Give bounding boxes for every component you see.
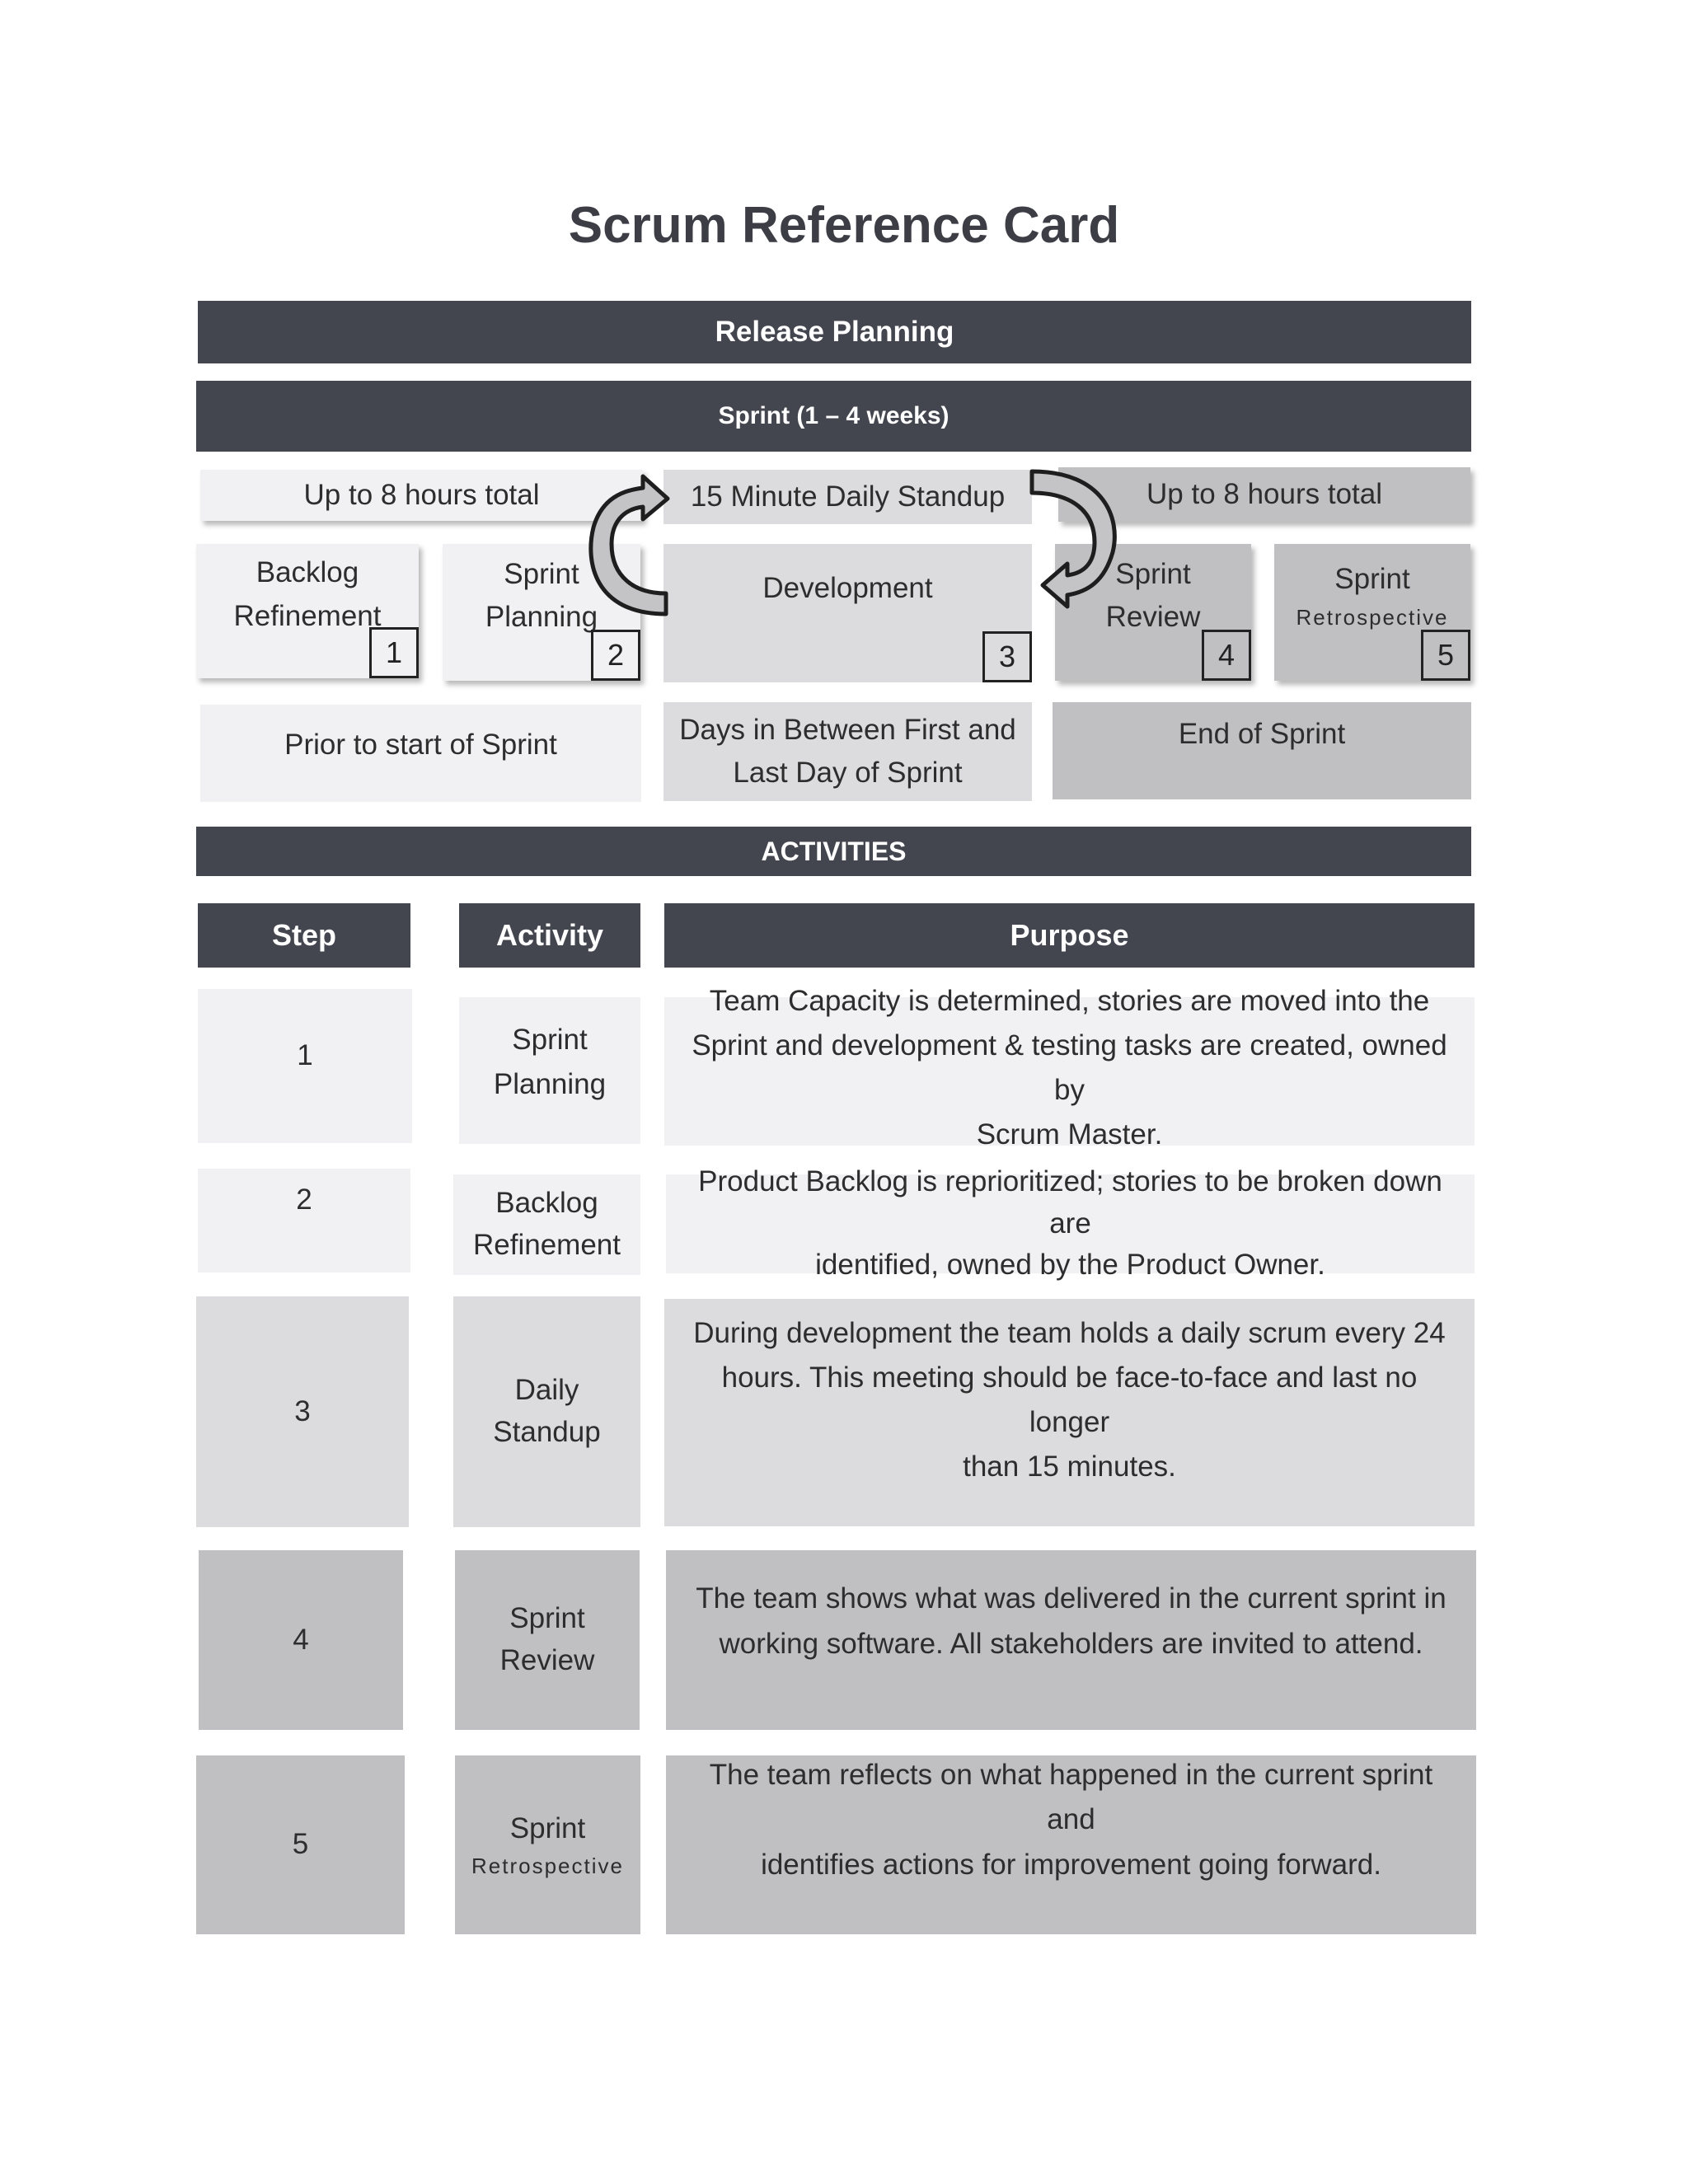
table-row-purpose: [666, 1755, 1476, 1934]
table-row-step: [198, 989, 412, 1143]
table-row-step: [196, 1755, 405, 1934]
purpose-line2: identifies actions for improvement going forward.: [761, 1848, 1381, 1881]
stage-number-badge: 3: [982, 631, 1032, 682]
when-end-label: End of Sprint: [1178, 717, 1346, 750]
purpose-line2: working software. All stakeholders are invited to attend.: [719, 1627, 1423, 1660]
stage-number-badge: 4: [1202, 630, 1251, 681]
column-header-label: Purpose: [1010, 918, 1129, 952]
activity-line2: Review: [499, 1644, 595, 1676]
purpose-line1: During development the team holds a daily scrum every 24: [693, 1316, 1446, 1349]
stage-label-line1: Sprint: [1115, 557, 1191, 590]
column-header-activity: [459, 903, 640, 968]
step-number: 3: [294, 1394, 311, 1427]
activities-heading: ACTIVITIES: [761, 836, 907, 866]
column-header-purpose: [664, 903, 1475, 968]
stage-number-badge: 5: [1421, 630, 1470, 681]
stage-label-line1: Backlog: [256, 556, 359, 588]
purpose-line2: identified, owned by the Product Owner.: [815, 1249, 1325, 1282]
release-planning-label: Release Planning: [715, 316, 954, 348]
stage-label-line2: Refinement: [233, 599, 382, 632]
stage-label-line1: Sprint: [1334, 563, 1410, 596]
curved-arrow-right-icon: [1022, 462, 1129, 626]
when-end-sprint: [1053, 702, 1471, 799]
table-row-step: [199, 1550, 403, 1730]
stage-label-line2: Retrospective: [1296, 604, 1449, 630]
when-during-line2: Last Day of Sprint: [733, 757, 963, 789]
page-title: Scrum Reference Card: [568, 197, 1120, 254]
table-row-step: [198, 1169, 410, 1272]
table-row-purpose: [664, 984, 1475, 1151]
activities-heading-bar: [196, 827, 1471, 876]
when-before-sprint: [200, 705, 641, 802]
when-during-line1: Days in Between First and: [679, 713, 1016, 746]
standup-duration-label: 15 Minute Daily Standup: [690, 480, 1006, 513]
when-before-label: Prior to start of Sprint: [284, 728, 557, 761]
purpose-line2: hours. This meeting should be face-to-face and last no longer: [721, 1361, 1418, 1438]
table-row-step: [196, 1296, 409, 1527]
column-header-step: [198, 903, 410, 968]
step-number: 2: [296, 1183, 312, 1216]
activity-line1: Daily: [514, 1374, 579, 1407]
activity-line1: Sprint: [509, 1602, 585, 1635]
step-number: 5: [292, 1828, 309, 1861]
after-hours-label: Up to 8 hours total: [1146, 477, 1382, 510]
activity-line1: Backlog: [495, 1187, 598, 1220]
column-header-label: Step: [271, 918, 336, 952]
table-row-activity: [453, 1296, 640, 1527]
sprint-label: Sprint (1 – 4 weeks): [718, 402, 950, 429]
purpose-line3: than 15 minutes.: [963, 1451, 1176, 1483]
stage-label-line1: Development: [762, 571, 933, 604]
table-row-activity: [455, 1755, 640, 1934]
activity-line2: Planning: [493, 1068, 607, 1100]
purpose-line1: Team Capacity is determined, stories are moved into the: [709, 984, 1430, 1017]
when-during-sprint: [663, 702, 1032, 801]
sprint-bar: [196, 381, 1471, 452]
activity-line1: Sprint: [512, 1023, 588, 1056]
purpose-line1: Product Backlog is reprioritized; stories to be broken down are: [698, 1165, 1442, 1240]
stage-label-line2: Planning: [485, 601, 598, 633]
table-row-purpose: [664, 1299, 1475, 1526]
standup-duration-box: [663, 470, 1032, 524]
table-row-activity: [459, 997, 640, 1144]
activity-line2: Standup: [493, 1416, 601, 1448]
stage-backlog-refinement: [196, 544, 419, 678]
purpose-line1: The team reflects on what happened in the current sprint and: [709, 1759, 1433, 1836]
table-row-activity: [453, 1174, 640, 1275]
stage-development: [663, 544, 1032, 682]
column-header-label: Activity: [495, 918, 604, 952]
stage-number-badge: 1: [369, 627, 419, 678]
table-row-activity: [455, 1550, 640, 1730]
table-row-purpose: [666, 1550, 1476, 1730]
stage-label-line1: Sprint: [504, 557, 579, 590]
table-row-purpose: [666, 1165, 1475, 1282]
step-number: 4: [293, 1623, 309, 1656]
stage-sprint-retrospective: [1274, 544, 1470, 681]
purpose-line3: Scrum Master.: [976, 1118, 1163, 1151]
stage-number-badge: 2: [591, 630, 640, 681]
purpose-line2: Sprint and development & testing tasks are created, owned by: [692, 1029, 1447, 1106]
activity-line2: Retrospective: [471, 1854, 624, 1879]
purpose-line1: The team shows what was delivered in the current sprint in: [696, 1582, 1447, 1615]
step-number: 1: [297, 1038, 313, 1071]
activity-line1: Sprint: [509, 1811, 586, 1844]
curved-arrow-left-icon: [577, 462, 684, 626]
activity-line2: Refinement: [473, 1229, 621, 1261]
before-hours-label: Up to 8 hours total: [303, 478, 540, 511]
stage-label-line2: Review: [1105, 601, 1201, 633]
release-planning-bar: [198, 301, 1471, 363]
